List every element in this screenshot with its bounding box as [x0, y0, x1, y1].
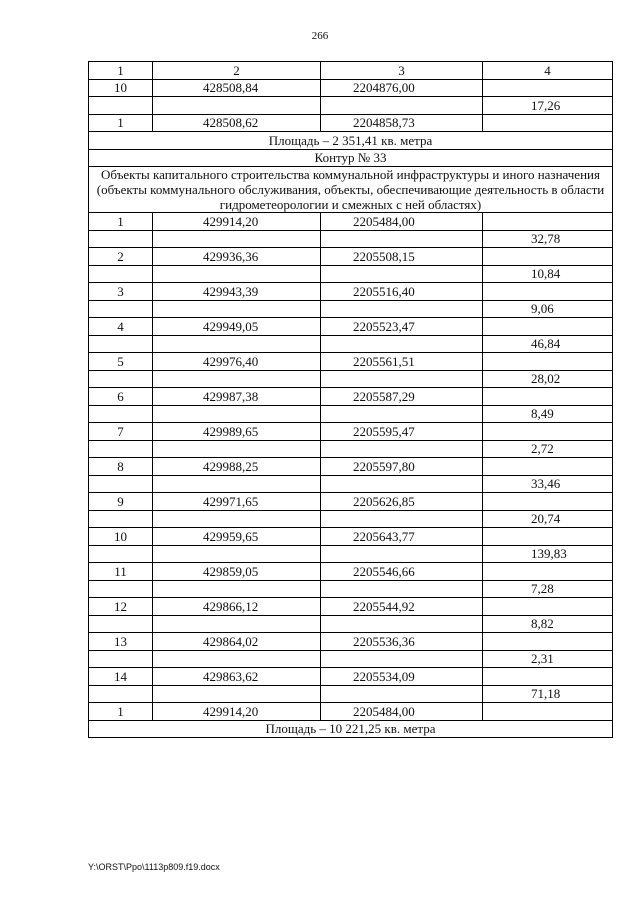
empty-cell — [483, 318, 613, 336]
y-coordinate-cell: 2205508,15 — [321, 248, 483, 266]
y-coordinate-cell: 2205643,77 — [321, 528, 483, 546]
point-row — [89, 79, 613, 97]
empty-cell — [483, 388, 613, 406]
empty-cell — [483, 283, 613, 301]
y-coordinate-cell: 2204858,73 — [321, 114, 483, 132]
empty-cell — [153, 545, 321, 563]
empty-cell — [89, 475, 153, 493]
segment-length-row — [89, 650, 613, 668]
y-coordinate-cell: 2205595,47 — [321, 423, 483, 441]
empty-cell — [483, 458, 613, 476]
empty-cell — [321, 335, 483, 353]
point-row — [89, 703, 613, 721]
empty-cell — [153, 510, 321, 528]
segment-length-cell: 2,72 — [483, 440, 613, 458]
empty-cell — [321, 475, 483, 493]
empty-cell — [483, 353, 613, 371]
empty-cell — [321, 440, 483, 458]
y-coordinate-cell: 2204876,00 — [321, 79, 483, 97]
segment-length-cell: 10,84 — [483, 265, 613, 283]
y-coordinate-cell: 2205484,00 — [321, 703, 483, 721]
empty-cell — [89, 440, 153, 458]
segment-length-cell: 46,84 — [483, 335, 613, 353]
segment-length-row — [89, 265, 613, 283]
y-coordinate-cell: 2205587,29 — [321, 388, 483, 406]
x-coordinate-cell: 429943,39 — [153, 283, 321, 301]
y-coordinate-cell: 2205561,51 — [321, 353, 483, 371]
empty-cell — [153, 475, 321, 493]
point-row — [89, 668, 613, 686]
point-number-cell: 8 — [89, 458, 153, 476]
point-number-cell: 13 — [89, 633, 153, 651]
empty-cell — [153, 615, 321, 633]
segment-length-row — [89, 300, 613, 318]
area-label: Площадь – 2 351,41 кв. метра — [89, 132, 613, 150]
empty-cell — [321, 97, 483, 115]
point-number-cell: 14 — [89, 668, 153, 686]
empty-cell — [153, 405, 321, 423]
x-coordinate-cell: 429949,05 — [153, 318, 321, 336]
empty-cell — [89, 685, 153, 703]
empty-cell — [89, 405, 153, 423]
x-coordinate-cell: 428508,84 — [153, 79, 321, 97]
empty-cell — [153, 370, 321, 388]
x-coordinate-cell: 429866,12 — [153, 598, 321, 616]
segment-length-cell: 28,02 — [483, 370, 613, 388]
y-coordinate-cell: 2205546,66 — [321, 563, 483, 581]
table-header-row — [89, 62, 613, 80]
empty-cell — [89, 97, 153, 115]
segment-length-row — [89, 615, 613, 633]
point-row — [89, 563, 613, 581]
empty-cell — [321, 265, 483, 283]
x-coordinate-cell: 429976,40 — [153, 353, 321, 371]
point-number-cell: 10 — [89, 79, 153, 97]
x-coordinate-cell: 429864,02 — [153, 633, 321, 651]
empty-cell — [321, 685, 483, 703]
segment-length-row — [89, 370, 613, 388]
empty-cell — [483, 213, 613, 231]
point-number-cell: 12 — [89, 598, 153, 616]
contour-title: Контур № 33 — [89, 149, 613, 167]
empty-cell — [153, 97, 321, 115]
point-number-cell: 9 — [89, 493, 153, 511]
point-row — [89, 493, 613, 511]
point-row — [89, 114, 613, 132]
point-number-cell: 1 — [89, 703, 153, 721]
point-number-cell: 1 — [89, 213, 153, 231]
empty-cell — [153, 650, 321, 668]
empty-cell — [483, 528, 613, 546]
empty-cell — [153, 230, 321, 248]
point-number-cell: 6 — [89, 388, 153, 406]
y-coordinate-cell: 2205544,92 — [321, 598, 483, 616]
point-number-cell: 11 — [89, 563, 153, 581]
segment-length-cell: 17,26 — [483, 97, 613, 115]
empty-cell — [89, 510, 153, 528]
point-row — [89, 458, 613, 476]
empty-cell — [89, 335, 153, 353]
point-row — [89, 248, 613, 266]
empty-cell — [483, 563, 613, 581]
point-row — [89, 528, 613, 546]
x-coordinate-cell: 429914,20 — [153, 703, 321, 721]
empty-cell — [483, 423, 613, 441]
y-coordinate-cell: 2205534,09 — [321, 668, 483, 686]
point-row — [89, 283, 613, 301]
contour-description: Объекты капитального строительства коммунальной инфраструктуры и иного назначения (объекты коммунального обслуживания, объекты, обеспечивающие деятельность в области гидрометеорологии и смежных с ней областях) — [89, 167, 613, 213]
empty-cell — [321, 300, 483, 318]
empty-cell — [153, 580, 321, 598]
segment-length-row — [89, 475, 613, 493]
empty-cell — [483, 248, 613, 266]
empty-cell — [321, 510, 483, 528]
y-coordinate-cell: 2205626,85 — [321, 493, 483, 511]
empty-cell — [321, 615, 483, 633]
x-coordinate-cell: 429987,38 — [153, 388, 321, 406]
coordinates-table — [88, 61, 613, 738]
empty-cell — [89, 230, 153, 248]
y-coordinate-cell: 2205597,80 — [321, 458, 483, 476]
segment-length-cell: 8,82 — [483, 615, 613, 633]
point-row — [89, 318, 613, 336]
empty-cell — [89, 370, 153, 388]
area-label-row — [89, 132, 613, 150]
header-cell: 2 — [153, 62, 321, 80]
empty-cell — [89, 580, 153, 598]
segment-length-row — [89, 405, 613, 423]
contour-title-row — [89, 149, 613, 167]
x-coordinate-cell: 429989,65 — [153, 423, 321, 441]
point-row — [89, 388, 613, 406]
x-coordinate-cell: 429959,65 — [153, 528, 321, 546]
x-coordinate-cell: 429971,65 — [153, 493, 321, 511]
segment-length-row — [89, 545, 613, 563]
empty-cell — [321, 650, 483, 668]
area-label-row — [89, 720, 613, 738]
segment-length-row — [89, 230, 613, 248]
empty-cell — [483, 703, 613, 721]
empty-cell — [153, 440, 321, 458]
x-coordinate-cell: 428508,62 — [153, 114, 321, 132]
point-number-cell: 7 — [89, 423, 153, 441]
empty-cell — [321, 230, 483, 248]
segment-length-cell: 33,46 — [483, 475, 613, 493]
segment-length-row — [89, 440, 613, 458]
segment-length-row — [89, 97, 613, 115]
point-number-cell: 1 — [89, 114, 153, 132]
segment-length-row — [89, 335, 613, 353]
x-coordinate-cell: 429914,20 — [153, 213, 321, 231]
empty-cell — [321, 580, 483, 598]
empty-cell — [483, 79, 613, 97]
empty-cell — [483, 114, 613, 132]
header-cell: 3 — [321, 62, 483, 80]
area-label: Площадь – 10 221,25 кв. метра — [89, 720, 613, 738]
empty-cell — [89, 265, 153, 283]
segment-length-cell: 2,31 — [483, 650, 613, 668]
segment-length-cell: 7,28 — [483, 580, 613, 598]
y-coordinate-cell: 2205536,36 — [321, 633, 483, 651]
y-coordinate-cell: 2205484,00 — [321, 213, 483, 231]
point-number-cell: 3 — [89, 283, 153, 301]
empty-cell — [153, 300, 321, 318]
point-row — [89, 353, 613, 371]
header-cell: 4 — [483, 62, 613, 80]
empty-cell — [89, 545, 153, 563]
x-coordinate-cell: 429859,05 — [153, 563, 321, 581]
segment-length-row — [89, 510, 613, 528]
point-row — [89, 423, 613, 441]
header-cell: 1 — [89, 62, 153, 80]
empty-cell — [321, 405, 483, 423]
segment-length-cell: 139,83 — [483, 545, 613, 563]
x-coordinate-cell: 429936,36 — [153, 248, 321, 266]
y-coordinate-cell: 2205523,47 — [321, 318, 483, 336]
contour-description-row — [89, 167, 613, 213]
segment-length-row — [89, 685, 613, 703]
point-number-cell: 5 — [89, 353, 153, 371]
empty-cell — [483, 493, 613, 511]
footer-file-path: Y:\ORST\Ppo\1113p809.f19.docx — [88, 862, 220, 872]
point-number-cell: 2 — [89, 248, 153, 266]
empty-cell — [483, 633, 613, 651]
empty-cell — [483, 668, 613, 686]
point-number-cell: 10 — [89, 528, 153, 546]
empty-cell — [89, 650, 153, 668]
segment-length-cell: 8,49 — [483, 405, 613, 423]
segment-length-row — [89, 580, 613, 598]
segment-length-cell: 20,74 — [483, 510, 613, 528]
point-row — [89, 598, 613, 616]
empty-cell — [89, 300, 153, 318]
y-coordinate-cell: 2205516,40 — [321, 283, 483, 301]
page-number: 266 — [311, 30, 329, 42]
empty-cell — [483, 598, 613, 616]
empty-cell — [153, 685, 321, 703]
point-number-cell: 4 — [89, 318, 153, 336]
empty-cell — [89, 615, 153, 633]
x-coordinate-cell: 429988,25 — [153, 458, 321, 476]
empty-cell — [153, 335, 321, 353]
empty-cell — [153, 265, 321, 283]
point-row — [89, 633, 613, 651]
segment-length-cell: 32,78 — [483, 230, 613, 248]
empty-cell — [321, 370, 483, 388]
segment-length-cell: 71,18 — [483, 685, 613, 703]
segment-length-cell: 9,06 — [483, 300, 613, 318]
x-coordinate-cell: 429863,62 — [153, 668, 321, 686]
empty-cell — [321, 545, 483, 563]
point-row — [89, 213, 613, 231]
